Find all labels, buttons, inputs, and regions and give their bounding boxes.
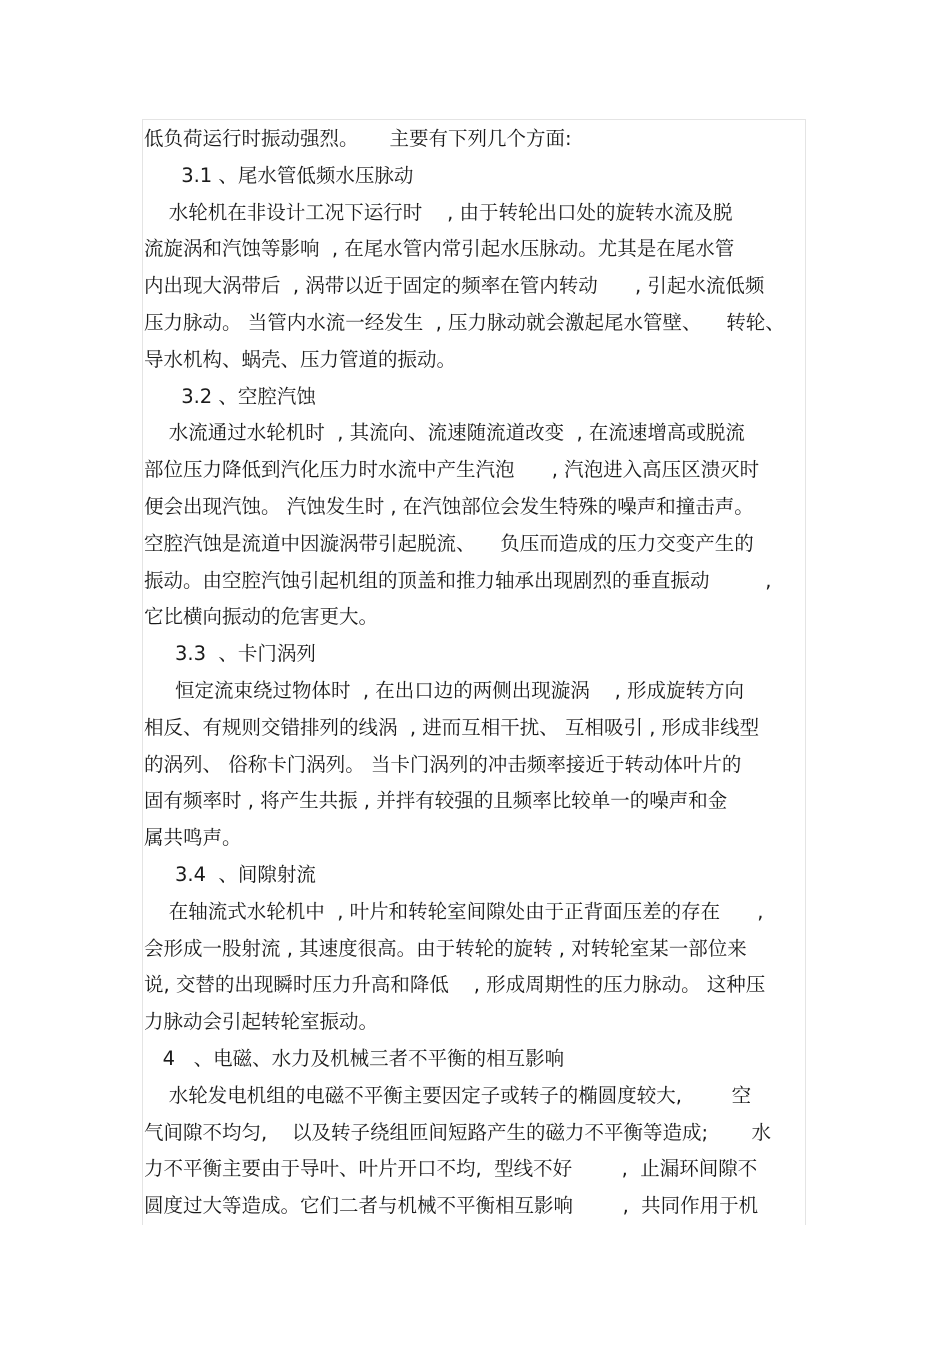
text-line: 气间隙不均匀, 以及转子绕组匝间短路产生的磁力不平衡等造成; 水 [144, 1120, 771, 1144]
document-body [144, 121, 806, 1225]
text-line: 它比横向振动的危害更大。 [144, 605, 379, 629]
text-line: 3.2 、空腔汽蚀 [144, 384, 316, 408]
text-line: 力脉动会引起转轮室振动。 [144, 1010, 379, 1034]
text-line: 导水机构、蜗壳、压力管道的振动。 [144, 347, 457, 371]
text-line: 压力脉动。 当管内水流一经发生 , 压力脉动就会激起尾水管壁、 转轮、 [144, 310, 785, 334]
text-line: 说, 交替的出现瞬时压力升高和降低 , 形成周期性的压力脉动。 这种压 [144, 973, 766, 997]
text-line: 水轮发电机组的电磁不平衡主要因定子或转子的椭圆度较大, 空 [144, 1083, 752, 1107]
text-line: 固有频率时 , 将产生共振 , 并拌有较强的且频率比较单一的噪声和金 [144, 789, 728, 813]
text-line: 部位压力降低到汽化压力时水流中产生汽泡 , 汽泡进入高压区溃灭时 [144, 458, 760, 482]
text-line: 相反、有规则交错排列的线涡 , 进而互相干扰、 互相吸引 , 形成非线型 [144, 715, 760, 739]
text-line: 低负荷运行时振动强烈。 主要有下列几个方面: [144, 127, 572, 150]
text-line: 流旋涡和汽蚀等影响 , 在尾水管内常引起水压脉动。尤其是在尾水管 [144, 237, 735, 261]
text-line: 3.4 、间隙射流 [144, 862, 316, 886]
text-line: 的涡列、 俗称卡门涡列。 当卡门涡列的冲击频率接近于转动体叶片的 [144, 752, 742, 776]
text-line: 力不平衡主要由于导叶、叶片开口不均, 型线不好 , 止漏环间隙不 [144, 1157, 758, 1181]
text-line: 在轴流式水轮机中 , 叶片和转轮室间隙处由于正背面压差的存在 , [144, 899, 764, 923]
text-line: 振动。由空腔汽蚀引起机组的顶盖和推力轴承出现剧烈的垂直振动 , [144, 568, 772, 592]
text-line: 恒定流束绕过物体时 , 在出口边的两侧出现漩涡 , 形成旋转方向 [144, 678, 744, 702]
text-line: 水流通过水轮机时 , 其流向、流速随流道改变 , 在流速增高或脱流 [144, 421, 745, 445]
text-line: 便会出现汽蚀。 汽蚀发生时 , 在汽蚀部位会发生特殊的噪声和撞击声。 [144, 494, 754, 518]
text-line: 圆度过大等造成。它们二者与机械不平衡相互影响 , 共同作用于机 [144, 1194, 759, 1218]
text-line: 空腔汽蚀是流道中因漩涡带引起脱流、 负压而造成的压力交变产生的 [144, 531, 754, 555]
text-line: 属共鸣声。 [144, 826, 242, 850]
text-line: 会形成一股射流 , 其速度很高。由于转轮的旋转 , 对转轮室某一部位来 [144, 936, 747, 960]
text-line: 水轮机在非设计工况下运行时 , 由于转轮出口处的旋转水流及脱 [144, 200, 733, 224]
text-line: 4 、电磁、水力及机械三者不平衡的相互影响 [144, 1046, 565, 1070]
text-line: 内出现大涡带后 , 涡带以近于固定的频率在管内转动 , 引起水流低频 [144, 274, 765, 298]
text-line: 3.3 、卡门涡列 [144, 642, 316, 666]
text-line: 3.1 、尾水管低频水压脉动 [144, 163, 414, 187]
